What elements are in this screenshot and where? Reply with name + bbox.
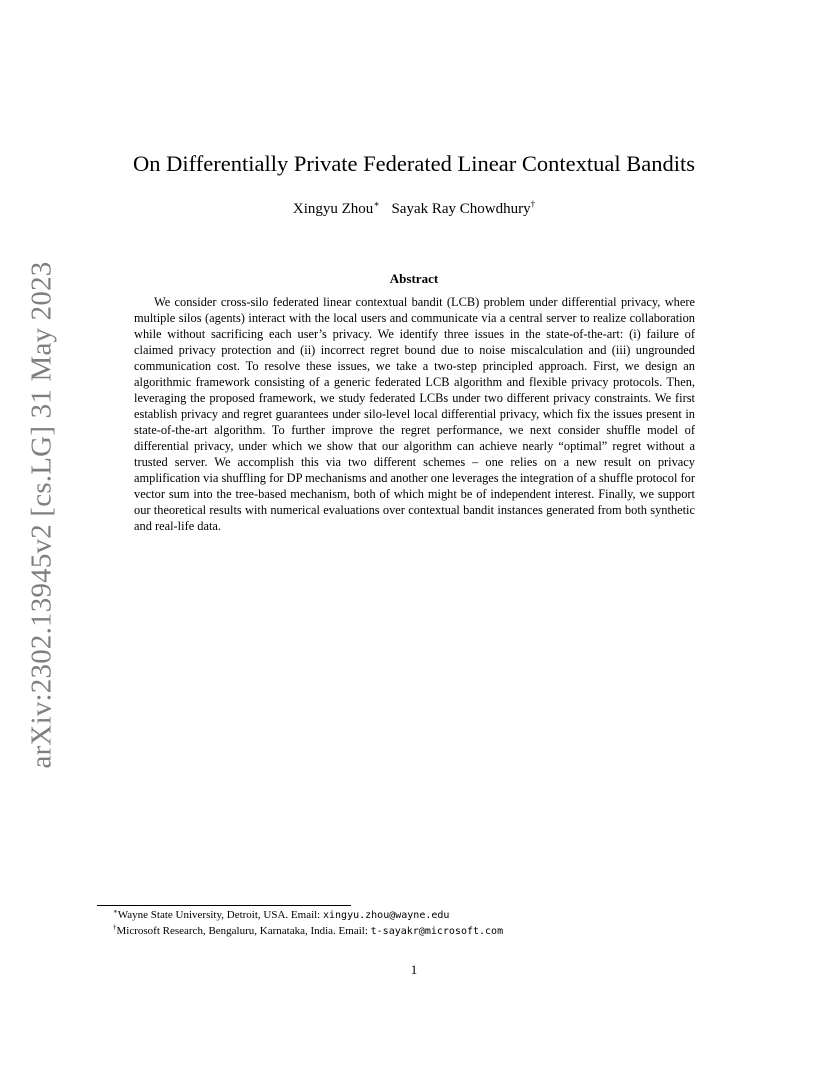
page-number: 1 — [410, 962, 418, 977]
paper-title: On Differentially Private Federated Linear Contextual Bandits — [133, 151, 695, 176]
footnote-email[interactable]: t-sayakr@microsoft.com — [370, 926, 504, 937]
footnote-email[interactable]: xingyu.zhou@wayne.edu — [323, 910, 450, 921]
footnote-text: Wayne State University, Detroit, USA. Email: — [117, 909, 323, 921]
footnote-affiliation — [113, 924, 503, 939]
footnote-text: Microsoft Research, Bengaluru, Karnataka, India. Email: — [116, 925, 371, 937]
arxiv-identifier-stamp: arXiv:2302.13945v2 [cs.LG] 31 May 2023 — [25, 261, 58, 769]
footnote-affiliation — [113, 908, 449, 923]
author-footnote-mark: † — [530, 199, 536, 209]
footnote-mark: † — [113, 923, 117, 932]
author-name: Sayak Ray Chowdhury — [391, 201, 531, 217]
author-list — [0, 199, 828, 219]
author-footnote-mark: ∗ — [373, 199, 380, 209]
abstract-text: We consider cross-silo federated linear contextual bandit (LCB) problem under differential privacy, where multiple silos (agents) interact with the local users and communicate via a central server to realize collaboration while without sacrificing each user’s privacy. We identify three issues in the state-of-the-art: (i) failure of claimed privacy protection and (ii) incorrect regret bound due to noise miscalculation and (iii) ungrounded communication cost. To resolve these issues, we take a two-step principled approach. First, we design an algorithmic framework consisting of a generic federated LCB algorithm and flexible privacy protocols. Then, leveraging the proposed framework, we study federated LCBs under two different privacy constraints. We first establish privacy and regret guarantees under silo-level local differential privacy, which fix the issues present in state-of-the-art algorithm. To further improve the regret performance, we next consider shuffle model of differential privacy, under which we show that our algorithm can achieve nearly “optimal” regret without a trusted server. We accomplish this via two different schemes – one relies on a new result on privacy amplification via shuffling for DP mechanisms and another one leverages the integration of a shuffle protocol for vector sum into the tree-based mechanism, both of which might be of independent interest. Finally, we support our theoretical results with numerical evaluations over contextual bandit instances generated from both synthetic and real-life data. — [134, 295, 695, 533]
abstract-heading: Abstract — [389, 271, 439, 286]
footnote-divider — [97, 905, 351, 906]
author-name: Xingyu Zhou — [292, 201, 374, 217]
footnote-mark: ∗ — [113, 907, 118, 916]
